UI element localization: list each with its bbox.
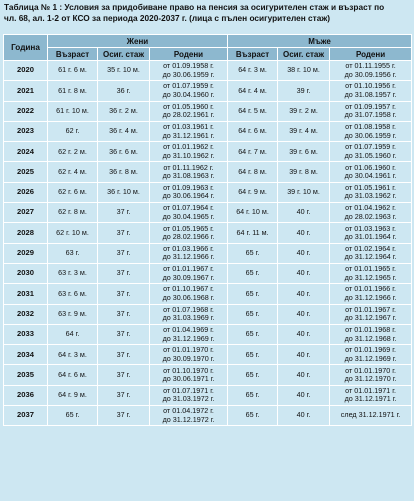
table-row xyxy=(4,81,412,101)
men-service-cell: 40 г. xyxy=(278,263,330,283)
women-born-cell-line: от 01.11.1962 г. xyxy=(163,162,214,172)
table-caption xyxy=(3,2,411,26)
women-age-cell: 62 г. xyxy=(48,121,98,141)
men-born-cell xyxy=(330,406,412,426)
women-service-cell: 37 г. xyxy=(98,203,150,223)
women-born-cell-line: от 01.03.1961 г. xyxy=(163,122,214,132)
women-born-cell xyxy=(150,345,228,365)
women-age-cell: 63 г. xyxy=(48,243,98,263)
men-born-cell xyxy=(330,345,412,365)
men-born-cell-line: до 30.09.1956 г. xyxy=(344,69,397,79)
women-born-cell-line: до 31.10.1962 г. xyxy=(162,150,215,160)
women-born-cell-line: до 30.06.1971 г. xyxy=(162,374,215,384)
men-age-cell: 64 г. 10 м. xyxy=(228,203,278,223)
men-service-cell: 39 г. 6 м. xyxy=(278,142,330,162)
women-born-cell xyxy=(150,162,228,182)
women-age-cell: 63 г. 3 м. xyxy=(48,263,98,283)
women-born-cell-line: от 01.03.1966 г. xyxy=(163,243,214,253)
men-born-cell-line: от 01.02.1964 г. xyxy=(345,243,396,253)
men-born-cell xyxy=(330,304,412,324)
women-born-cell-line: до 30.04.1960 г. xyxy=(162,89,215,99)
women-born-cell xyxy=(150,324,228,344)
women-born-cell-line: от 01.05.1960 г. xyxy=(163,101,214,111)
year-cell: 2022 xyxy=(4,101,48,121)
women-service-header: Осиг. стаж xyxy=(98,48,150,61)
women-service-cell: 36 г. 2 м. xyxy=(98,101,150,121)
table-row xyxy=(4,345,412,365)
men-born-cell-line: от 01.01.1967 г. xyxy=(345,304,396,314)
men-service-header: Осиг. стаж xyxy=(278,48,330,61)
men-age-cell: 64 г. 8 м. xyxy=(228,162,278,182)
men-age-cell: 64 г. 9 м. xyxy=(228,182,278,202)
year-cell: 2032 xyxy=(4,304,48,324)
men-born-cell-line: до 31.03.1962 г. xyxy=(344,191,397,201)
year-column-header: Година xyxy=(4,35,48,61)
women-service-cell: 37 г. xyxy=(98,406,150,426)
women-service-cell: 36 г. 10 м. xyxy=(98,182,150,202)
men-born-cell-line: до 31.12.1967 г. xyxy=(344,313,397,323)
women-born-cell-line: от 01.07.1971 г. xyxy=(163,385,214,395)
women-born-cell-line: до 30.04.1965 г. xyxy=(162,211,215,221)
women-born-cell-line: до 31.12.1966 г. xyxy=(162,252,215,262)
women-age-cell: 62 г. 8 м. xyxy=(48,203,98,223)
year-cell: 2021 xyxy=(4,81,48,101)
men-service-cell: 40 г. xyxy=(278,243,330,263)
table-row xyxy=(4,284,412,304)
men-born-cell-line: от 01.09.1957 г. xyxy=(345,101,396,111)
year-cell: 2036 xyxy=(4,385,48,405)
men-service-cell: 40 г. xyxy=(278,324,330,344)
year-cell: 2034 xyxy=(4,345,48,365)
women-service-cell: 37 г. xyxy=(98,223,150,243)
men-age-cell: 64 г. 4 м. xyxy=(228,81,278,101)
women-born-cell-line: от 01.10.1970 г. xyxy=(163,365,214,375)
men-born-cell xyxy=(330,81,412,101)
table-row xyxy=(4,365,412,385)
women-born-cell-line: до 31.03.1972 г. xyxy=(162,394,215,404)
women-age-cell: 62 г. 10 м. xyxy=(48,223,98,243)
men-born-cell xyxy=(330,121,412,141)
men-born-cell-line: от 01.01.1968 г. xyxy=(345,325,396,334)
women-age-header: Възраст xyxy=(48,48,98,61)
women-service-cell: 37 г. xyxy=(98,304,150,324)
women-born-cell xyxy=(150,284,228,304)
men-born-cell xyxy=(330,365,412,385)
women-born-cell-line: до 30.06.1959 г. xyxy=(162,69,215,79)
women-age-cell: 65 г. xyxy=(48,406,98,426)
men-born-cell-line: до 28.02.1963 г. xyxy=(344,211,397,221)
men-born-header: Родени xyxy=(330,48,412,61)
year-cell: 2030 xyxy=(4,263,48,283)
men-age-cell: 65 г. xyxy=(228,304,278,324)
men-age-cell: 65 г. xyxy=(228,284,278,304)
women-born-cell xyxy=(150,203,228,223)
men-born-cell-line: до 31.07.1958 г. xyxy=(344,110,397,120)
men-born-cell-line: от 01.05.1961 г. xyxy=(345,182,396,192)
women-service-cell: 36 г. 6 м. xyxy=(98,142,150,162)
men-born-cell-line: до 30.06.1959 г. xyxy=(344,130,397,140)
men-born-cell xyxy=(330,223,412,243)
table-row xyxy=(4,142,412,162)
women-service-cell: 36 г. xyxy=(98,81,150,101)
year-cell: 2037 xyxy=(4,406,48,426)
men-born-cell xyxy=(330,182,412,202)
men-service-cell: 40 г. xyxy=(278,304,330,324)
year-cell: 2020 xyxy=(4,61,48,81)
women-born-cell-line: до 31.12.1961 г. xyxy=(162,130,215,140)
women-age-cell: 63 г. 6 м. xyxy=(48,284,98,304)
women-born-cell xyxy=(150,81,228,101)
women-born-cell-line: до 30.06.1968 г. xyxy=(162,292,215,302)
women-age-cell: 62 г. 2 м. xyxy=(48,142,98,162)
table-row xyxy=(4,406,412,426)
men-born-cell-line: от 01.04.1962 г. xyxy=(345,203,396,213)
women-born-cell xyxy=(150,142,228,162)
year-cell: 2024 xyxy=(4,142,48,162)
men-born-cell-line: от 01.11.1955 г. xyxy=(345,61,396,71)
women-born-cell xyxy=(150,101,228,121)
men-born-cell-line: до 31.12.1968 г. xyxy=(344,333,397,343)
men-born-cell xyxy=(330,142,412,162)
men-age-cell: 64 г. 7 м. xyxy=(228,142,278,162)
men-age-cell: 65 г. xyxy=(228,406,278,426)
women-service-cell: 37 г. xyxy=(98,284,150,304)
women-born-cell-line: до 31.12.1972 г. xyxy=(162,414,215,424)
women-group-header: Жени xyxy=(48,35,228,48)
men-service-cell: 39 г. 4 м. xyxy=(278,121,330,141)
year-cell: 2035 xyxy=(4,365,48,385)
women-born-header: Родени xyxy=(150,48,228,61)
women-born-cell xyxy=(150,263,228,283)
men-born-cell-line: от 01.01.1969 г. xyxy=(345,345,396,355)
men-born-cell-line: до 31.12.1971 г. xyxy=(344,394,397,404)
women-service-cell: 37 г. xyxy=(98,345,150,365)
year-cell: 2025 xyxy=(4,162,48,182)
men-service-cell: 40 г. xyxy=(278,345,330,365)
women-born-cell xyxy=(150,304,228,324)
table-row xyxy=(4,162,412,182)
table-row xyxy=(4,263,412,283)
men-age-cell: 65 г. xyxy=(228,263,278,283)
women-age-cell: 64 г. xyxy=(48,324,98,344)
men-service-cell: 40 г. xyxy=(278,385,330,405)
men-born-cell-line: до 31.01.1964 г. xyxy=(344,232,397,242)
women-born-cell-line: от 01.04.1969 г. xyxy=(163,325,214,334)
women-born-cell-line: до 30.06.1964 г. xyxy=(162,191,215,201)
women-born-cell xyxy=(150,61,228,81)
men-service-cell: 38 г. 10 м. xyxy=(278,61,330,81)
men-age-cell: 65 г. xyxy=(228,345,278,365)
men-born-cell-line: от 01.01.1970 г. xyxy=(345,365,396,375)
men-age-header: Възраст xyxy=(228,48,278,61)
women-age-cell: 61 г. 10 м. xyxy=(48,101,98,121)
women-born-cell-line: от 01.04.1972 г. xyxy=(163,406,214,416)
women-service-cell: 37 г. xyxy=(98,263,150,283)
men-age-cell: 64 г. 5 м. xyxy=(228,101,278,121)
women-service-cell: 37 г. xyxy=(98,243,150,263)
women-service-cell: 36 г. 4 м. xyxy=(98,121,150,141)
women-service-cell: 37 г. xyxy=(98,324,150,344)
men-age-cell: 65 г. xyxy=(228,385,278,405)
caption-line-1: Таблица № 1 : Условия за придобиване право на пенсия за осигурителен стаж и възраст по xyxy=(4,2,385,12)
table-row xyxy=(4,182,412,202)
year-cell: 2027 xyxy=(4,203,48,223)
men-age-cell: 65 г. xyxy=(228,243,278,263)
women-born-cell xyxy=(150,223,228,243)
men-born-cell-line: до 31.12.1969 г. xyxy=(344,353,397,363)
women-service-cell: 37 г. xyxy=(98,365,150,385)
women-born-cell-line: от 01.05.1965 г. xyxy=(163,223,214,233)
women-born-cell-line: до 28.02.1961 г. xyxy=(162,110,215,120)
women-age-cell: 62 г. 6 м. xyxy=(48,182,98,202)
men-born-cell-line: до 31.05.1960 г. xyxy=(344,150,397,160)
women-age-cell: 64 г. 3 м. xyxy=(48,345,98,365)
men-service-cell: 40 г. xyxy=(278,406,330,426)
men-service-cell: 40 г. xyxy=(278,203,330,223)
table-row xyxy=(4,61,412,81)
year-cell: 2031 xyxy=(4,284,48,304)
men-born-cell xyxy=(330,284,412,304)
women-born-cell-line: от 01.01.1970 г. xyxy=(163,345,214,355)
men-born-cell xyxy=(330,385,412,405)
men-service-cell: 40 г. xyxy=(278,365,330,385)
table-row xyxy=(4,203,412,223)
women-born-cell-line: до 31.03.1969 г. xyxy=(162,313,215,323)
women-service-cell: 37 г. xyxy=(98,385,150,405)
men-born-cell-line: от 01.10.1956 г. xyxy=(345,81,396,91)
men-age-cell: 64 г. 11 м. xyxy=(228,223,278,243)
men-born-cell xyxy=(330,203,412,223)
men-born-cell xyxy=(330,61,412,81)
women-born-cell-line: от 01.09.1963 г. xyxy=(163,182,214,192)
women-born-cell xyxy=(150,121,228,141)
women-born-cell-line: от 01.07.1964 г. xyxy=(163,203,214,213)
table-row xyxy=(4,121,412,141)
women-born-cell-line: от 01.07.1968 г. xyxy=(163,304,214,314)
men-born-cell-line: до 31.08.1957 г. xyxy=(344,89,397,99)
table-row xyxy=(4,324,412,344)
men-age-cell: 65 г. xyxy=(228,324,278,344)
men-service-cell: 39 г. xyxy=(278,81,330,101)
men-service-cell: 40 г. xyxy=(278,223,330,243)
women-age-cell: 61 г. 6 м. xyxy=(48,61,98,81)
year-cell: 2023 xyxy=(4,121,48,141)
women-age-cell: 63 г. 9 м. xyxy=(48,304,98,324)
men-born-cell-line: до 31.12.1964 г. xyxy=(344,252,397,262)
men-born-cell xyxy=(330,101,412,121)
men-born-cell-line: от 01.01.1965 г. xyxy=(345,264,396,274)
year-cell: 2028 xyxy=(4,223,48,243)
year-cell: 2026 xyxy=(4,182,48,202)
women-age-cell: 64 г. 9 м. xyxy=(48,385,98,405)
table-row xyxy=(4,101,412,121)
table-body xyxy=(4,61,412,426)
women-born-cell-line: до 30.09.1970 г. xyxy=(162,353,215,363)
women-age-cell: 64 г. 6 м. xyxy=(48,365,98,385)
women-born-cell-line: от 01.10.1967 г. xyxy=(163,284,214,294)
table-row xyxy=(4,223,412,243)
men-born-cell xyxy=(330,263,412,283)
men-service-cell: 40 г. xyxy=(278,284,330,304)
table-row xyxy=(4,304,412,324)
pension-conditions-table xyxy=(3,34,412,426)
men-born-cell-line: до 31.12.1970 г. xyxy=(344,374,397,384)
men-service-cell: 39 г. 2 м. xyxy=(278,101,330,121)
men-service-cell: 39 г. 10 м. xyxy=(278,182,330,202)
men-group-header: Мъже xyxy=(228,35,412,48)
year-cell: 2033 xyxy=(4,324,48,344)
women-born-cell-line: от 01.07.1959 г. xyxy=(163,81,214,91)
men-born-cell xyxy=(330,324,412,344)
women-born-cell-line: до 31.12.1969 г. xyxy=(162,333,215,343)
women-service-cell: 36 г. 8 м. xyxy=(98,162,150,182)
men-born-cell-line: от 01.06.1960 г. xyxy=(345,162,396,172)
men-born-cell-line: от 01.01.1966 г. xyxy=(345,284,396,294)
women-age-cell: 62 г. 4 м. xyxy=(48,162,98,182)
men-born-cell-line: до 31.12.1965 г. xyxy=(344,272,397,282)
caption-line-2: чл. 68, ал. 1-2 от КСО за периода 2020-2037 г. (лица с пълен осигурителен стаж) xyxy=(4,13,330,23)
year-cell: 2029 xyxy=(4,243,48,263)
men-service-cell: 39 г. 8 м. xyxy=(278,162,330,182)
women-born-cell-line: до 28.02.1966 г. xyxy=(162,232,215,242)
men-age-cell: 65 г. xyxy=(228,365,278,385)
women-born-cell-line: от 01.09.1958 г. xyxy=(163,61,214,71)
men-born-cell-line: от 01.07.1959 г. xyxy=(345,142,396,152)
men-born-cell-line: от 01.03.1963 г. xyxy=(345,223,396,233)
men-born-cell xyxy=(330,162,412,182)
men-age-cell: 64 г. 3 м. xyxy=(228,61,278,81)
men-age-cell: 64 г. 6 м. xyxy=(228,121,278,141)
women-born-cell-line: до 30.09.1967 г. xyxy=(162,272,215,282)
women-born-cell-line: до 31.08.1963 г. xyxy=(162,171,215,181)
women-service-cell: 35 г. 10 м. xyxy=(98,61,150,81)
women-born-cell-line: от 01.01.1962 г. xyxy=(163,142,214,152)
men-born-cell-line: от 01.01.1971 г. xyxy=(345,385,396,395)
table-row xyxy=(4,243,412,263)
women-born-cell xyxy=(150,182,228,202)
men-born-cell xyxy=(330,243,412,263)
women-born-cell xyxy=(150,243,228,263)
table-row xyxy=(4,385,412,405)
men-born-cell-line: след 31.12.1971 г. xyxy=(340,410,401,420)
women-age-cell: 61 г. 8 м. xyxy=(48,81,98,101)
men-born-cell-line: до 30.04.1961 г. xyxy=(344,171,397,181)
men-born-cell-line: от 01.08.1958 г. xyxy=(345,122,396,132)
men-born-cell-line: до 31.12.1966 г. xyxy=(344,292,397,302)
women-born-cell xyxy=(150,406,228,426)
women-born-cell xyxy=(150,365,228,385)
women-born-cell-line: от 01.01.1967 г. xyxy=(163,264,214,274)
women-born-cell xyxy=(150,385,228,405)
